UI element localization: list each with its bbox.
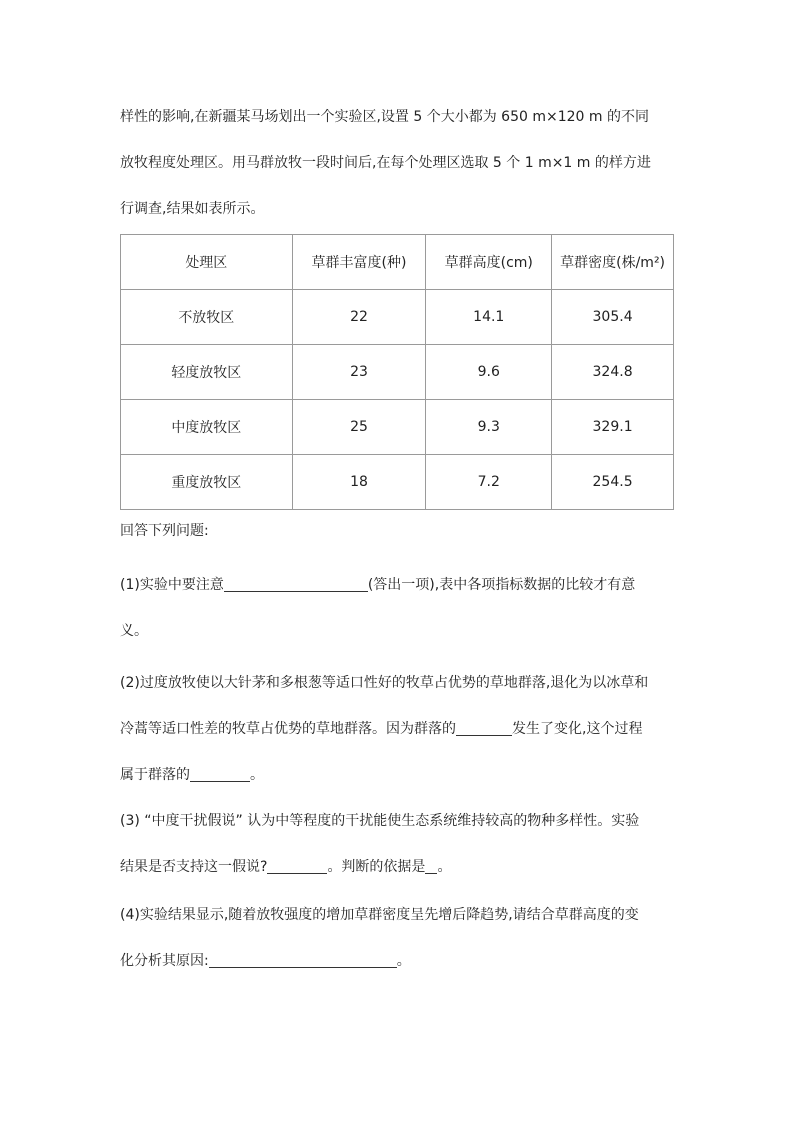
- header-cell: 草群高度(cm): [426, 235, 552, 290]
- table-cell: 305.4: [552, 290, 674, 345]
- answer-blank[interactable]: [224, 575, 368, 592]
- header-cell: 草群密度(株/m²): [552, 235, 674, 290]
- question-3-line-2: [120, 844, 676, 890]
- table-row: [121, 290, 674, 345]
- table-cell: 324.8: [552, 345, 674, 400]
- question-1-line-1: [120, 562, 676, 608]
- table-header-row: [121, 235, 674, 290]
- table-cell: 18: [292, 455, 426, 510]
- table-cell: 9.3: [426, 400, 552, 455]
- question-3-text: 结果是否支持这一假说?: [120, 859, 268, 875]
- question-4-text: 化分析其原因:: [120, 953, 209, 969]
- question-2-text: 冷蒿等适口性差的牧草占优势的草地群落。因为群落的: [120, 721, 456, 737]
- answer-blank[interactable]: [267, 857, 327, 874]
- question-3-text: 。: [437, 859, 452, 875]
- question-2-line-3: [120, 752, 676, 798]
- question-4-line-2: [120, 938, 676, 984]
- table-cell: 254.5: [552, 455, 674, 510]
- question-1-text: (1)实验中要注意: [120, 577, 224, 593]
- table-cell: 25: [292, 400, 426, 455]
- table-cell: 329.1: [552, 400, 674, 455]
- answer-blank[interactable]: [190, 765, 250, 782]
- question-1: [120, 562, 676, 654]
- question-4-line-1: (4)实验结果显示,随着放牧强度的增加草群密度呈先增后降趋势,请结合草群高度的变: [120, 907, 639, 923]
- table-cell: 中度放牧区: [121, 400, 293, 455]
- question-4-text: 。: [396, 953, 411, 969]
- answer-blank[interactable]: [425, 857, 437, 874]
- results-table: [120, 234, 674, 510]
- table-cell: 7.2: [426, 455, 552, 510]
- header-cell: 处理区: [121, 235, 293, 290]
- question-2-line-1: (2)过度放牧使以大针茅和多根葱等适口性好的牧草占优势的草地群落,退化为以冰草和: [120, 675, 649, 691]
- intro-line-3: 行调查,结果如表所示。: [120, 201, 265, 217]
- header-cell: 草群丰富度(种): [292, 235, 426, 290]
- intro-line-1: 样性的影响,在新疆某马场划出一个实验区,设置 5 个大小都为 650 m×120 m 的不同: [120, 109, 649, 125]
- table-cell: 23: [292, 345, 426, 400]
- intro-line-2: 放牧程度处理区。用马群放牧一段时间后,在每个处理区选取 5 个 1 m×1 m 的样方进: [120, 155, 651, 171]
- question-2: [120, 660, 676, 798]
- answer-blank[interactable]: [209, 951, 397, 968]
- intro-paragraph: [120, 94, 676, 232]
- question-3: [120, 798, 676, 890]
- question-2-text: 发生了变化,这个过程: [512, 721, 643, 737]
- table-row: [121, 345, 674, 400]
- question-4: [120, 892, 676, 984]
- question-lead: 回答下列问题:: [120, 523, 209, 539]
- table-cell: 22: [292, 290, 426, 345]
- table-cell: 9.6: [426, 345, 552, 400]
- question-1-text: (答出一项),表中各项指标数据的比较才有意: [367, 577, 636, 593]
- question-3-line-1: (3) “中度干扰假说” 认为中等程度的干扰能使生态系统维持较高的物种多样性。实验: [120, 813, 640, 829]
- question-2-line-2: [120, 706, 676, 752]
- table-row: [121, 400, 674, 455]
- question-2-text: 属于群落的: [120, 767, 190, 783]
- table-cell: 重度放牧区: [121, 455, 293, 510]
- answer-blank[interactable]: [456, 719, 512, 736]
- table-row: [121, 455, 674, 510]
- question-3-text: 。判断的依据是: [327, 859, 426, 875]
- table-cell: 轻度放牧区: [121, 345, 293, 400]
- question-1-line-2: 义。: [120, 623, 148, 639]
- table-cell: 14.1: [426, 290, 552, 345]
- question-2-text: 。: [250, 767, 264, 783]
- table-cell: 不放牧区: [121, 290, 293, 345]
